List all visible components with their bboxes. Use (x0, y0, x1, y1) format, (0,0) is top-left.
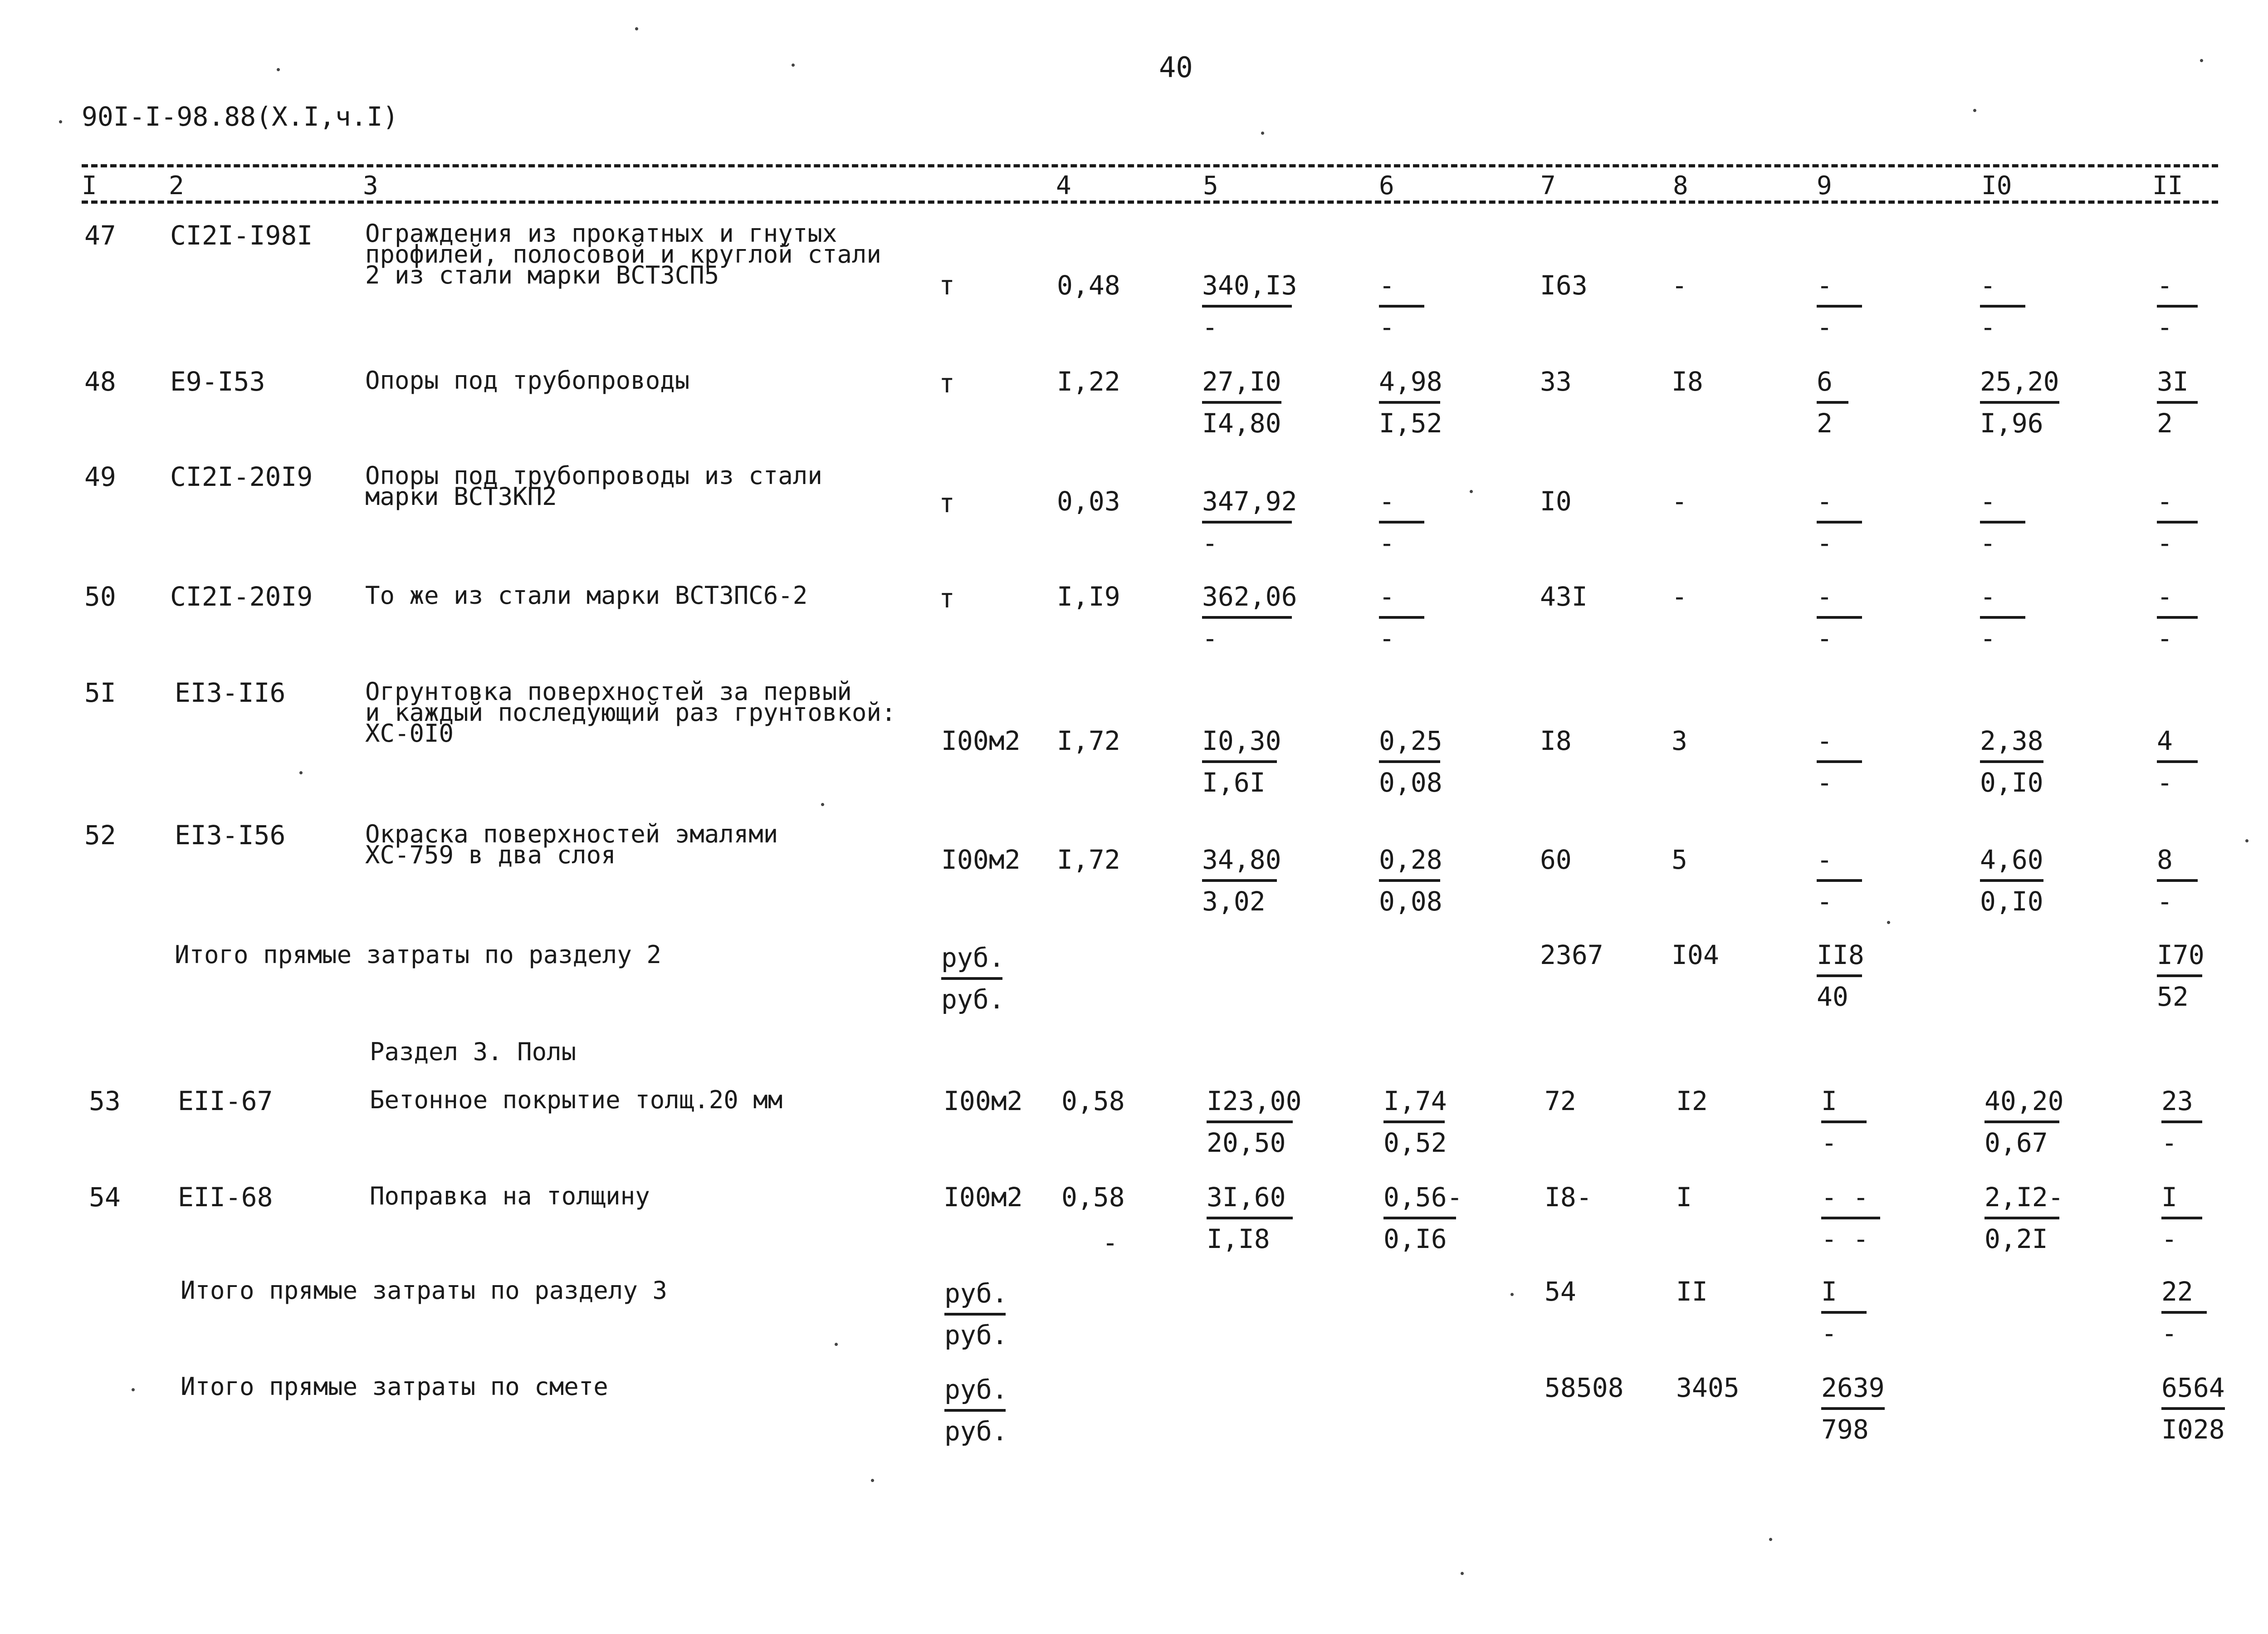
total-cost: I8- (1545, 1182, 1592, 1213)
section-heading: Раздел 3. Полы (370, 1037, 577, 1066)
row-number: 50 (84, 581, 116, 612)
col-header-2: 2 (169, 171, 184, 201)
machine-total: - - - - (1821, 1184, 1880, 1252)
scan-speck (2245, 839, 2248, 842)
wage-total: 3 (1672, 725, 1687, 756)
labor-total: - - (2157, 272, 2198, 340)
total-cost: 54 (1545, 1276, 1576, 1307)
scan-speck (277, 68, 280, 71)
machine-total: I - (1821, 1278, 1867, 1346)
total-label: Итого прямые затраты по смете (181, 1372, 608, 1401)
total-cost: 60 (1540, 844, 1572, 875)
labor-total: - - (2157, 583, 2198, 651)
scan-speck (132, 1388, 135, 1391)
work-description: Опоры под трубопроводы из стали марки ВСТ3КП2 (365, 461, 822, 511)
unit: I00м2 (943, 1182, 1023, 1213)
rate-code: Е9-I53 (170, 366, 265, 397)
total-cost: 58508 (1545, 1372, 1624, 1403)
page-number: 40 (1159, 51, 1193, 84)
quantity: 0,48 (1057, 270, 1120, 301)
unit-cost: I0,30 I,6I (1202, 725, 1281, 798)
wage-total: I2 (1676, 1086, 1708, 1116)
row-number: 48 (84, 366, 116, 397)
row-number: 5I (84, 677, 116, 708)
header-top-rule (82, 164, 2218, 167)
labor-total: 6564 I028 (2161, 1372, 2225, 1445)
wage-total: I (1676, 1182, 1692, 1213)
labor-total: I70 52 (2157, 939, 2204, 1012)
unit: т (939, 488, 955, 519)
col-header-9: 9 (1817, 171, 1832, 201)
rate-code: CI2I-I98I (170, 220, 313, 251)
col-header-1: I (82, 171, 97, 201)
unit: I00м2 (941, 844, 1021, 875)
scan-speck (835, 1343, 838, 1346)
machine-cost: 0,25 0,08 (1379, 725, 1442, 798)
scan-speck (792, 64, 795, 67)
machine-cost: - - (1379, 583, 1424, 651)
quantity: 0,58 (1061, 1086, 1125, 1116)
scan-speck (59, 120, 62, 123)
col-header-10: I0 (1981, 171, 2012, 201)
total-unit: руб. руб. (944, 1374, 1008, 1447)
quantity: I,72 (1057, 725, 1120, 756)
labor-unit: 2,38 0,I0 (1980, 725, 2043, 798)
rate-code: ЕI3-II6 (175, 677, 286, 708)
total-label: Итого прямые затраты по разделу 3 (181, 1276, 667, 1305)
scan-speck (2200, 59, 2203, 62)
labor-unit: - - (1980, 272, 2025, 340)
work-description: Бетонное покрытие толщ.20 мм (370, 1086, 783, 1114)
labor-unit: 4,60 0,I0 (1980, 844, 2043, 917)
wage-total: 5 (1672, 844, 1687, 875)
row-number: 47 (84, 220, 116, 251)
labor-unit: 2,I2- 0,2I (1984, 1182, 2064, 1254)
quantity: 0,03 (1057, 486, 1120, 517)
quantity: 0,58 (1061, 1182, 1125, 1213)
total-label: Итого прямые затраты по разделу 2 (175, 940, 661, 969)
total-cost: 72 (1545, 1086, 1576, 1116)
unit-cost: 27,I0 I4,80 (1202, 366, 1281, 439)
labor-unit: 25,20 I,96 (1980, 366, 2059, 439)
col-header-8: 8 (1673, 171, 1688, 201)
machine-total: I - (1821, 1088, 1867, 1156)
labor-total: I - (2161, 1184, 2202, 1252)
scan-speck (1470, 490, 1473, 493)
machine-cost: I,74 0,52 (1383, 1086, 1447, 1158)
machine-total: - - (1817, 583, 1862, 651)
wage-total: I04 (1672, 939, 1719, 970)
machine-total: - - (1817, 728, 1862, 796)
unit: I00м2 (943, 1086, 1023, 1116)
row-number: 49 (84, 461, 116, 492)
labor-total: 23 - (2161, 1088, 2202, 1156)
labor-total: 4 - (2157, 728, 2198, 796)
rate-code: CI2I-20I9 (170, 581, 313, 612)
machine-cost: - - (1379, 488, 1424, 556)
scan-speck (871, 1479, 874, 1482)
scan-speck (635, 27, 638, 30)
unit: т (939, 583, 955, 614)
wage-total: - (1672, 581, 1687, 612)
machine-total: - - (1817, 272, 1862, 340)
machine-cost: 0,28 0,08 (1379, 844, 1442, 917)
col-header-3: 3 (363, 171, 378, 201)
total-cost: I8 (1540, 725, 1572, 756)
total-unit: руб. руб. (941, 942, 1005, 1015)
unit-cost: 362,06 - (1202, 581, 1297, 654)
scan-speck (1261, 132, 1264, 135)
work-description: Поправка на толщину (370, 1182, 650, 1210)
col-header-6: 6 (1379, 171, 1394, 201)
machine-cost: - - (1379, 272, 1424, 340)
scan-speck (1461, 1572, 1464, 1575)
labor-total: - - (2157, 488, 2198, 556)
scan-speck (821, 803, 824, 806)
unit: т (939, 270, 955, 301)
work-description: Огрунтовка поверхностей за первый и каждый последующий раз грунтовкой: ХС-0I0 (365, 677, 896, 748)
total-cost: I63 (1540, 270, 1588, 301)
row-number: 53 (89, 1086, 121, 1116)
labor-unit: - - (1980, 583, 2025, 651)
wage-total: 3405 (1676, 1372, 1740, 1403)
work-description: Опоры под трубопроводы (365, 366, 690, 395)
col-header-11: II (2152, 171, 2183, 201)
row-number: 54 (89, 1182, 121, 1213)
total-cost: 2367 (1540, 939, 1603, 970)
quantity: I,72 (1057, 844, 1120, 875)
unit-cost: I23,00 20,50 (1207, 1086, 1302, 1158)
unit: I00м2 (941, 725, 1021, 756)
total-unit: руб. руб. (944, 1278, 1008, 1350)
scan-speck (299, 771, 303, 774)
machine-total: - - (1817, 488, 1862, 556)
work-description: Ограждения из прокатных и гнутых профилей, полосовой и круглой стали 2 из стали марки ВСТ3СП5 (365, 219, 881, 289)
col-header-7: 7 (1540, 171, 1556, 201)
machine-total: - - (1817, 846, 1862, 915)
unit-cost: 347,92 - (1202, 486, 1297, 558)
scan-speck (1769, 1538, 1772, 1541)
machine-total: 2639 798 (1821, 1372, 1885, 1445)
rate-code: CI2I-20I9 (170, 461, 313, 492)
work-description: То же из стали марки ВСТ3ПС6-2 (365, 581, 808, 610)
scan-speck (1973, 109, 1976, 112)
total-cost: 33 (1540, 366, 1572, 397)
wage-total: - (1672, 270, 1687, 301)
labor-total: 3I 2 (2157, 368, 2198, 436)
quantity: I,22 (1057, 366, 1120, 397)
unit-cost: 34,80 3,02 (1202, 844, 1281, 917)
labor-total: 22 - (2161, 1278, 2207, 1346)
unit-cost: 3I,60 I,I8 (1207, 1184, 1293, 1252)
wage-total: I8 (1672, 366, 1703, 397)
labor-total: 8 - (2157, 846, 2198, 915)
col-header-5: 5 (1203, 171, 1218, 201)
rate-code: ЕII-68 (178, 1182, 273, 1213)
work-description: Окраска поверхностей эмалями ХС-759 в два слоя (365, 820, 778, 869)
header-bottom-rule (82, 201, 2218, 204)
machine-total: II8 40 (1817, 939, 1864, 1012)
rate-code: ЕI3-I56 (175, 820, 286, 851)
scan-speck (1887, 921, 1890, 924)
wage-total: - (1672, 486, 1687, 517)
machine-cost: 0,56- 0,I6 (1383, 1182, 1463, 1254)
rate-code: ЕII-67 (178, 1086, 273, 1116)
total-cost: I0 (1540, 486, 1572, 517)
labor-unit: 40,20 0,67 (1984, 1086, 2064, 1158)
document-code: 90I-I-98.88(X.I,ч.I) (82, 101, 399, 132)
row-number: 52 (84, 820, 116, 851)
quantity: I,I9 (1057, 581, 1120, 612)
unit: т (939, 368, 955, 399)
scan-speck (1510, 1293, 1514, 1296)
machine-total: 6 2 (1817, 368, 1848, 436)
quantity-mark: - (1102, 1227, 1118, 1258)
machine-cost: 4,98 I,52 (1379, 366, 1442, 439)
wage-total: II (1676, 1276, 1708, 1307)
col-header-4: 4 (1056, 171, 1071, 201)
total-cost: 43I (1540, 581, 1588, 612)
labor-unit: - - (1980, 488, 2025, 556)
unit-cost: 340,I3 - (1202, 270, 1297, 342)
